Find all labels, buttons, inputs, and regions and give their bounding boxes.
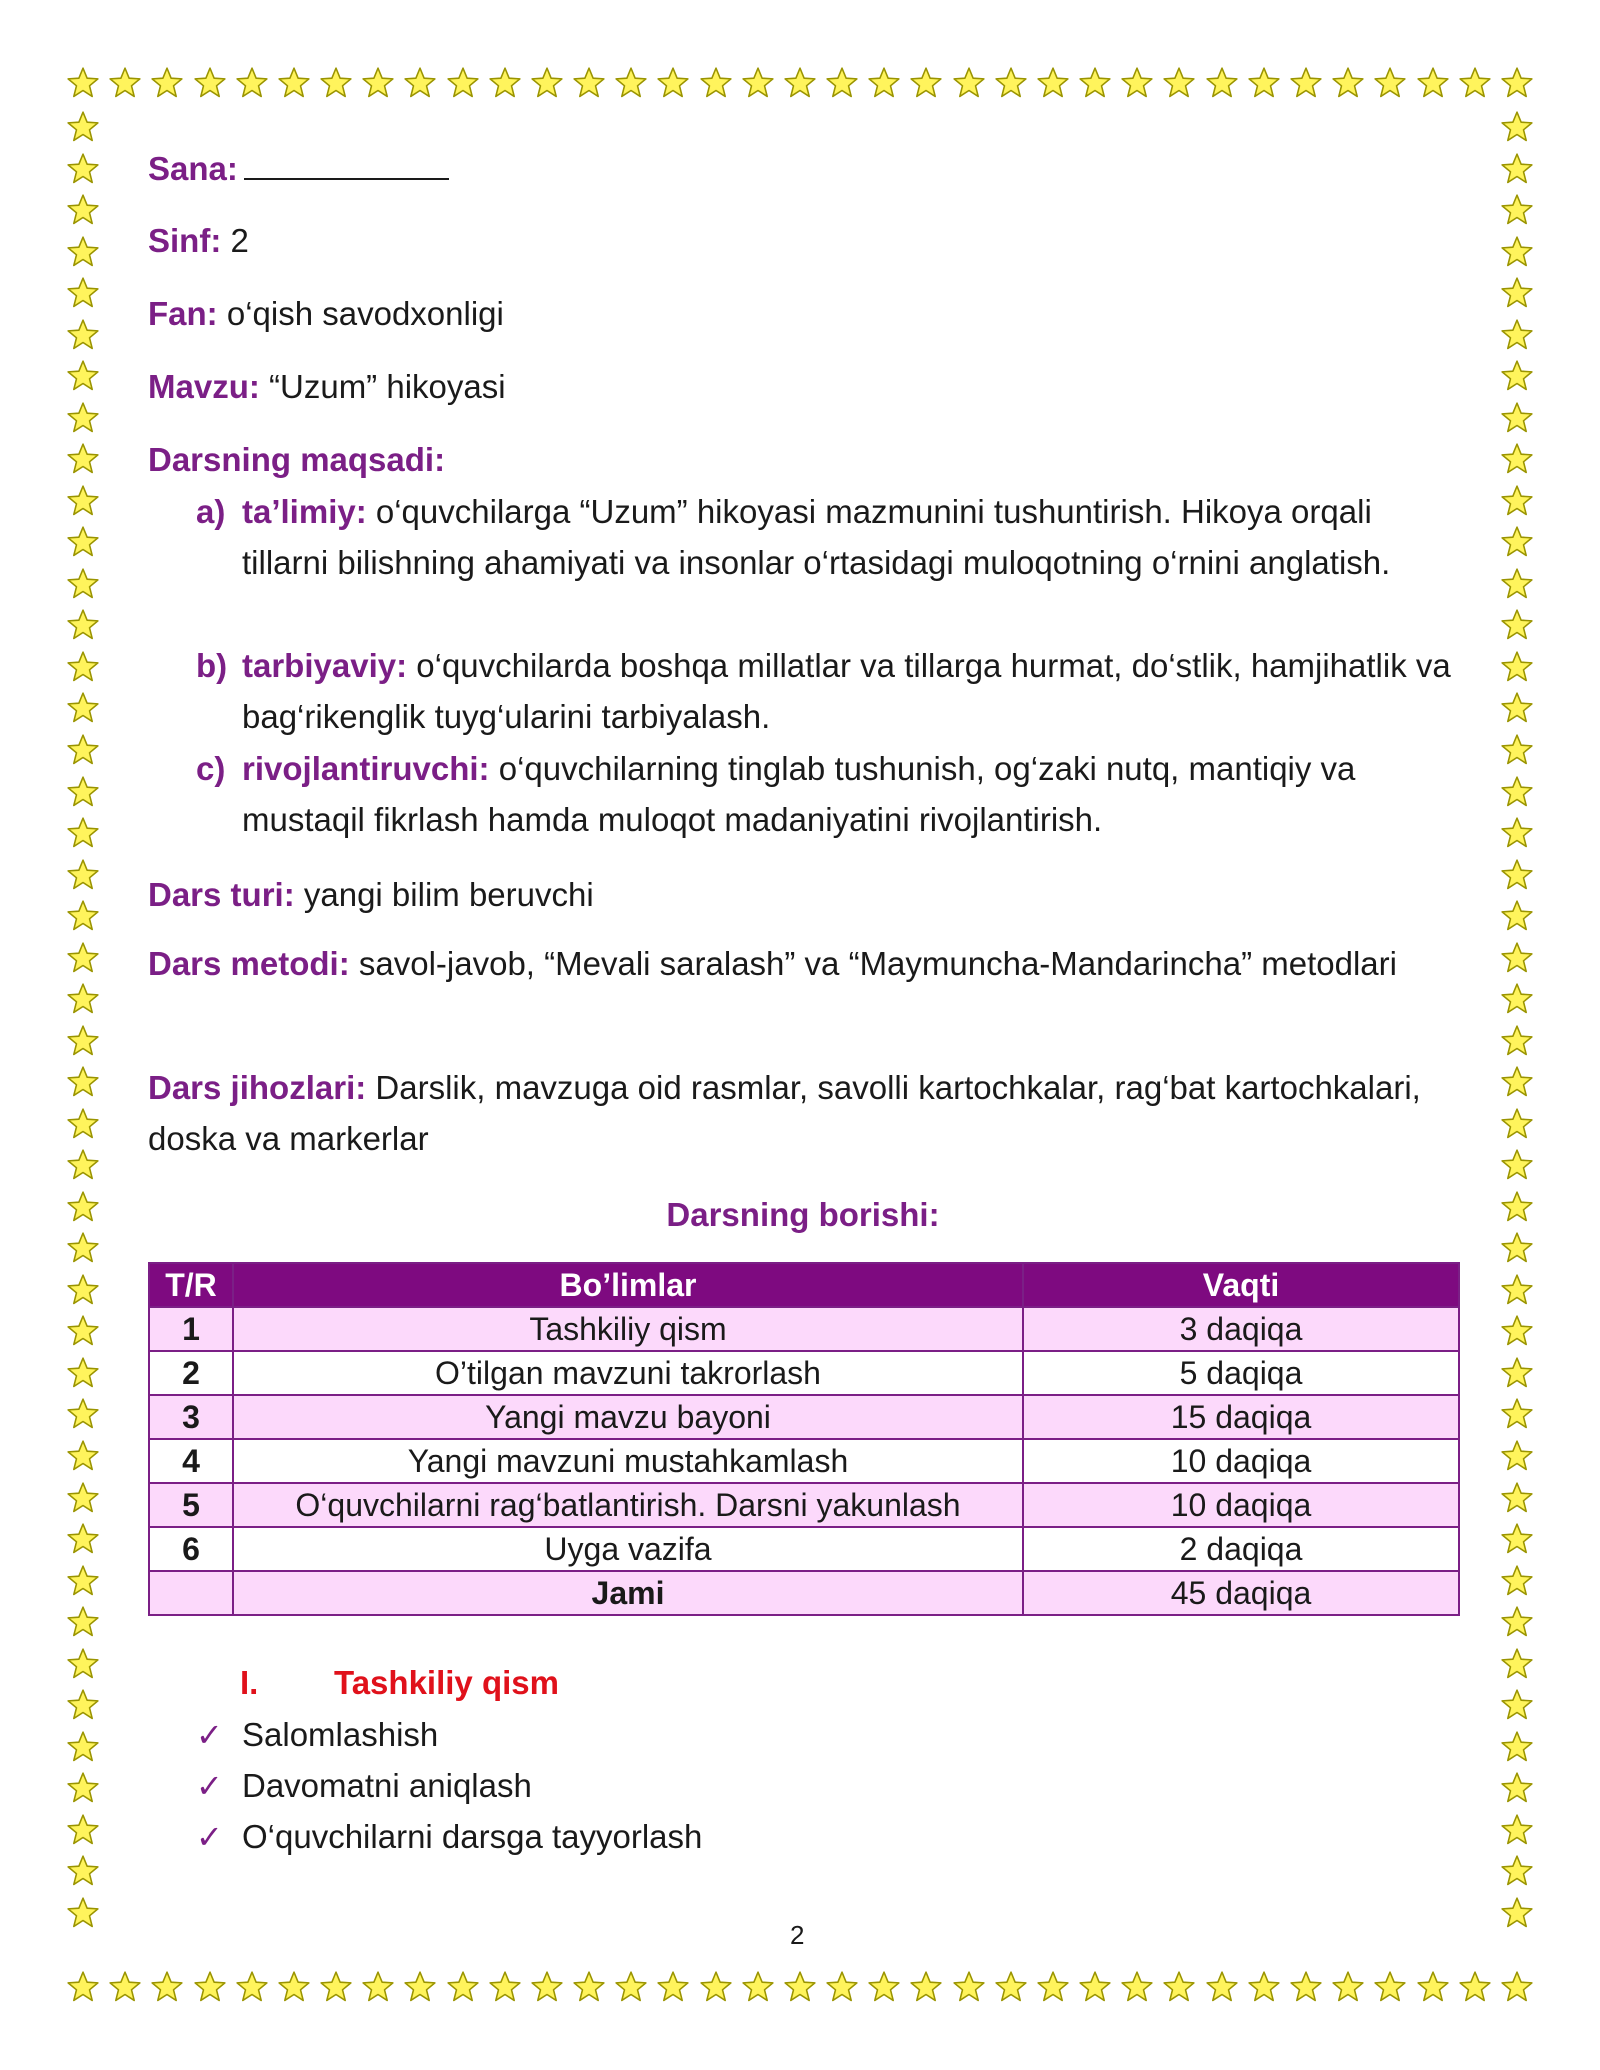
star-icon	[530, 66, 564, 100]
star-icon	[66, 567, 100, 601]
star-icon	[66, 1970, 100, 2004]
goal-item	[196, 486, 1458, 588]
star-icon	[1162, 66, 1196, 100]
page-number: 2	[790, 1920, 805, 1950]
star-icon	[66, 276, 100, 310]
row-time: 5 daqiqa	[1023, 1351, 1459, 1395]
star-icon	[66, 1771, 100, 1805]
section-heading	[240, 1664, 559, 1702]
star-icon	[1500, 1522, 1534, 1556]
star-icon	[1500, 525, 1534, 559]
star-icon	[66, 1854, 100, 1888]
star-icon	[1500, 276, 1534, 310]
star-icon	[1500, 359, 1534, 393]
star-icon	[66, 401, 100, 435]
star-icon	[277, 66, 311, 100]
checklist-item	[196, 1716, 438, 1754]
column-header: Bo’limlar	[233, 1263, 1023, 1307]
table-row	[149, 1395, 1459, 1439]
star-icon	[66, 775, 100, 809]
star-icon	[1500, 858, 1534, 892]
bottom-star-border	[66, 1970, 1534, 2004]
star-icon	[1458, 1970, 1492, 2004]
subject-label: Fan:	[148, 295, 218, 332]
star-icon	[867, 66, 901, 100]
goal-label: ta’limiy:	[242, 493, 367, 530]
star-icon	[1500, 1231, 1534, 1265]
star-icon	[825, 1970, 859, 2004]
checklist-item	[196, 1767, 532, 1805]
star-icon	[1373, 1970, 1407, 2004]
table-row	[149, 1351, 1459, 1395]
star-icon	[66, 650, 100, 684]
star-icon	[277, 1970, 311, 2004]
star-icon	[952, 66, 986, 100]
star-icon	[66, 1605, 100, 1639]
star-icon	[235, 1970, 269, 2004]
row-number: 4	[149, 1439, 233, 1483]
checklist-item	[196, 1818, 702, 1856]
star-icon	[1500, 1273, 1534, 1307]
star-icon	[66, 1439, 100, 1473]
star-icon	[572, 1970, 606, 2004]
star-icon	[1120, 1970, 1154, 2004]
subject-value: o‘qish savodxonligi	[226, 295, 504, 332]
star-icon	[1500, 567, 1534, 601]
star-icon	[1500, 816, 1534, 850]
row-section: Tashkiliy qism	[233, 1307, 1023, 1351]
row-number: 6	[149, 1527, 233, 1571]
lesson-type-field	[148, 876, 594, 914]
table-row	[149, 1483, 1459, 1527]
star-icon	[1120, 66, 1154, 100]
star-icon	[1500, 1564, 1534, 1598]
star-icon	[1247, 1970, 1281, 2004]
lesson-type-label: Dars turi:	[148, 876, 295, 913]
lesson-type-value: yangi bilim beruvchi	[303, 876, 594, 913]
star-icon	[1500, 1190, 1534, 1224]
goal-text: o‘quvchilarda boshqa millatlar va tillarga hurmat, do‘stlik, hamjihatlik va bag‘rikenglik tuyg‘ularini tarbiyalash.	[242, 647, 1451, 735]
lesson-method-value: savol-javob, “Mevali saralash” va “Maymuncha-Mandarincha” metodlari	[358, 945, 1397, 982]
lesson-plan-table	[148, 1262, 1460, 1616]
star-icon	[614, 1970, 648, 2004]
star-icon	[66, 152, 100, 186]
star-icon	[488, 1970, 522, 2004]
star-icon	[1500, 1771, 1534, 1805]
topic-label: Mavzu:	[148, 368, 260, 405]
star-icon	[1416, 1970, 1450, 2004]
star-icon	[1500, 1024, 1534, 1058]
star-icon	[66, 193, 100, 227]
goal-marker: c)	[196, 750, 226, 787]
star-icon	[66, 941, 100, 975]
star-icon	[150, 1970, 184, 2004]
star-icon	[994, 66, 1028, 100]
goal-marker: a)	[196, 493, 226, 530]
row-section: Yangi mavzuni mustahkamlash	[233, 1439, 1023, 1483]
star-icon	[1500, 1439, 1534, 1473]
lesson-equipment-field	[148, 1062, 1448, 1164]
star-icon	[1500, 691, 1534, 725]
star-icon	[1500, 1107, 1534, 1141]
row-section: O‘quvchilarni rag‘batlantirish. Darsni yakunlash	[233, 1483, 1023, 1527]
section-roman-numeral: I.	[240, 1664, 259, 1701]
star-icon	[66, 1397, 100, 1431]
row-time: 3 daqiqa	[1023, 1307, 1459, 1351]
star-icon	[66, 1730, 100, 1764]
star-icon	[66, 1190, 100, 1224]
star-icon	[1500, 1854, 1534, 1888]
star-icon	[66, 733, 100, 767]
star-icon	[1458, 66, 1492, 100]
star-icon	[66, 1481, 100, 1515]
star-icon	[1078, 1970, 1112, 2004]
subject-field	[148, 295, 504, 333]
class-value: 2	[230, 222, 249, 259]
star-icon	[741, 66, 775, 100]
star-icon	[66, 899, 100, 933]
star-icon	[1331, 66, 1365, 100]
star-icon	[1500, 193, 1534, 227]
top-star-border	[66, 66, 1534, 100]
star-icon	[1500, 1065, 1534, 1099]
column-header: T/R	[149, 1263, 233, 1307]
date-field	[148, 150, 449, 188]
star-icon	[66, 1148, 100, 1182]
star-icon	[66, 1231, 100, 1265]
row-time: 10 daqiqa	[1023, 1439, 1459, 1483]
star-icon	[1500, 318, 1534, 352]
star-icon	[1036, 1970, 1070, 2004]
checkmark-icon: ✓	[196, 1717, 223, 1753]
star-icon	[1500, 1970, 1534, 2004]
star-icon	[1500, 152, 1534, 186]
lesson-progress-title: Darsning borishi:	[666, 1196, 940, 1233]
star-icon	[1247, 66, 1281, 100]
star-icon	[66, 525, 100, 559]
star-icon	[66, 110, 100, 144]
checkmark-icon: ✓	[196, 1819, 223, 1855]
table-row	[149, 1439, 1459, 1483]
star-icon	[361, 1970, 395, 2004]
star-icon	[1500, 484, 1534, 518]
total-label: Jami	[233, 1571, 1023, 1615]
star-icon	[909, 1970, 943, 2004]
star-icon	[656, 66, 690, 100]
column-header: Vaqti	[1023, 1263, 1459, 1307]
star-icon	[66, 608, 100, 642]
star-icon	[150, 66, 184, 100]
class-label: Sinf:	[148, 222, 222, 259]
row-number: 1	[149, 1307, 233, 1351]
star-icon	[656, 1970, 690, 2004]
table-header-row	[149, 1263, 1459, 1307]
star-icon	[1500, 110, 1534, 144]
table-row	[149, 1307, 1459, 1351]
star-icon	[1500, 1481, 1534, 1515]
star-icon	[66, 1813, 100, 1847]
star-icon	[1500, 650, 1534, 684]
goal-label: rivojlantiruvchi:	[242, 750, 490, 787]
row-time: 15 daqiqa	[1023, 1395, 1459, 1439]
star-icon	[66, 359, 100, 393]
star-icon	[1500, 775, 1534, 809]
star-icon	[1373, 66, 1407, 100]
star-icon	[66, 1273, 100, 1307]
row-section: O’tilgan mavzuni takrorlash	[233, 1351, 1023, 1395]
lesson-method-label: Dars metodi:	[148, 945, 350, 982]
star-icon	[446, 66, 480, 100]
star-icon	[1500, 1314, 1534, 1348]
star-icon	[1500, 608, 1534, 642]
goal-marker: b)	[196, 647, 228, 684]
topic-field	[148, 368, 506, 406]
star-icon	[572, 66, 606, 100]
star-icon	[1500, 401, 1534, 435]
star-icon	[1331, 1970, 1365, 2004]
star-icon	[530, 1970, 564, 2004]
class-field	[148, 222, 249, 260]
checklist-text: Davomatni aniqlash	[242, 1767, 532, 1804]
star-icon	[994, 1970, 1028, 2004]
star-icon	[66, 1314, 100, 1348]
right-star-border	[1500, 110, 1534, 1930]
star-icon	[66, 1647, 100, 1681]
star-icon	[952, 1970, 986, 2004]
star-icon	[361, 66, 395, 100]
star-icon	[1500, 1813, 1534, 1847]
row-section: Yangi mavzu bayoni	[233, 1395, 1023, 1439]
star-icon	[1500, 1688, 1534, 1722]
star-icon	[741, 1970, 775, 2004]
star-icon	[319, 1970, 353, 2004]
star-icon	[1500, 1605, 1534, 1639]
row-time: 2 daqiqa	[1023, 1527, 1459, 1571]
left-star-border	[66, 110, 100, 1930]
section-heading-text: Tashkiliy qism	[334, 1664, 559, 1701]
star-icon	[66, 1896, 100, 1930]
row-number: 5	[149, 1483, 233, 1527]
star-icon	[403, 66, 437, 100]
row-time: 10 daqiqa	[1023, 1483, 1459, 1527]
goal-label: tarbiyaviy:	[242, 647, 408, 684]
star-icon	[66, 1564, 100, 1598]
star-icon	[783, 66, 817, 100]
star-icon	[108, 66, 142, 100]
star-icon	[1289, 66, 1323, 100]
goal-item	[196, 743, 1458, 845]
star-icon	[867, 1970, 901, 2004]
star-icon	[909, 66, 943, 100]
star-icon	[319, 66, 353, 100]
star-icon	[1078, 66, 1112, 100]
star-icon	[66, 1024, 100, 1058]
star-icon	[66, 1356, 100, 1390]
star-icon	[66, 858, 100, 892]
star-icon	[1500, 899, 1534, 933]
row-number: 3	[149, 1395, 233, 1439]
star-icon	[66, 982, 100, 1016]
star-icon	[66, 816, 100, 850]
star-icon	[1500, 66, 1534, 100]
goal-text: o‘quvchilarning tinglab tushunish, og‘zaki nutq, mantiqiy va mustaqil fikrlash hamda muloqot madaniyatini rivojlantirish.	[242, 750, 1356, 838]
star-icon	[108, 1970, 142, 2004]
star-icon	[1289, 1970, 1323, 2004]
lesson-equipment-value: Darslik, mavzuga oid rasmlar, savolli kartochkalar, rag‘bat kartochkalari, doska va markerlar	[148, 1069, 1421, 1157]
star-icon	[1036, 66, 1070, 100]
checklist-text: O‘quvchilarni darsga tayyorlash	[242, 1818, 703, 1855]
date-label: Sana:	[148, 150, 238, 187]
star-icon	[1500, 235, 1534, 269]
total-empty-cell	[149, 1571, 233, 1615]
total-value: 45 daqiqa	[1023, 1571, 1459, 1615]
star-icon	[699, 1970, 733, 2004]
star-icon	[193, 1970, 227, 2004]
star-icon	[488, 66, 522, 100]
star-icon	[825, 66, 859, 100]
topic-value: “Uzum” hikoyasi	[269, 368, 506, 405]
star-icon	[614, 66, 648, 100]
star-icon	[66, 235, 100, 269]
star-icon	[1500, 733, 1534, 767]
star-icon	[1500, 442, 1534, 476]
star-icon	[66, 484, 100, 518]
star-icon	[66, 66, 100, 100]
star-icon	[66, 1065, 100, 1099]
table-row	[149, 1527, 1459, 1571]
star-icon	[1500, 1397, 1534, 1431]
star-icon	[1500, 1896, 1534, 1930]
star-icon	[66, 1522, 100, 1556]
lesson-method-field	[148, 938, 1448, 989]
star-icon	[1500, 1647, 1534, 1681]
star-icon	[1500, 1730, 1534, 1764]
star-icon	[1205, 1970, 1239, 2004]
star-icon	[1500, 1356, 1534, 1390]
goal-text: o‘quvchilarga “Uzum” hikoyasi mazmunini tushuntirish. Hikoya orqali tillarni bilishning ahamiyati va insonlar o‘rtasidagi muloqotning o‘rnini anglatish.	[242, 493, 1391, 581]
row-number: 2	[149, 1351, 233, 1395]
star-icon	[66, 691, 100, 725]
star-icon	[699, 66, 733, 100]
star-icon	[1416, 66, 1450, 100]
star-icon	[1500, 941, 1534, 975]
star-icon	[193, 66, 227, 100]
star-icon	[1205, 66, 1239, 100]
star-icon	[66, 1107, 100, 1141]
table-total-row	[149, 1571, 1459, 1615]
checklist-text: Salomlashish	[242, 1716, 439, 1753]
lesson-goal-heading	[148, 441, 445, 479]
star-icon	[66, 318, 100, 352]
checkmark-icon: ✓	[196, 1768, 223, 1804]
star-icon	[446, 1970, 480, 2004]
star-icon	[1162, 1970, 1196, 2004]
goal-item	[196, 640, 1458, 742]
lesson-equipment-label: Dars jihozlari:	[148, 1069, 367, 1106]
star-icon	[403, 1970, 437, 2004]
lesson-goal-label: Darsning maqsadi:	[148, 441, 446, 478]
star-icon	[1500, 1148, 1534, 1182]
star-icon	[235, 66, 269, 100]
star-icon	[66, 1688, 100, 1722]
star-icon	[783, 1970, 817, 2004]
star-icon	[66, 442, 100, 476]
row-section: Uyga vazifa	[233, 1527, 1023, 1571]
date-blank-line	[244, 154, 449, 180]
star-icon	[1500, 982, 1534, 1016]
